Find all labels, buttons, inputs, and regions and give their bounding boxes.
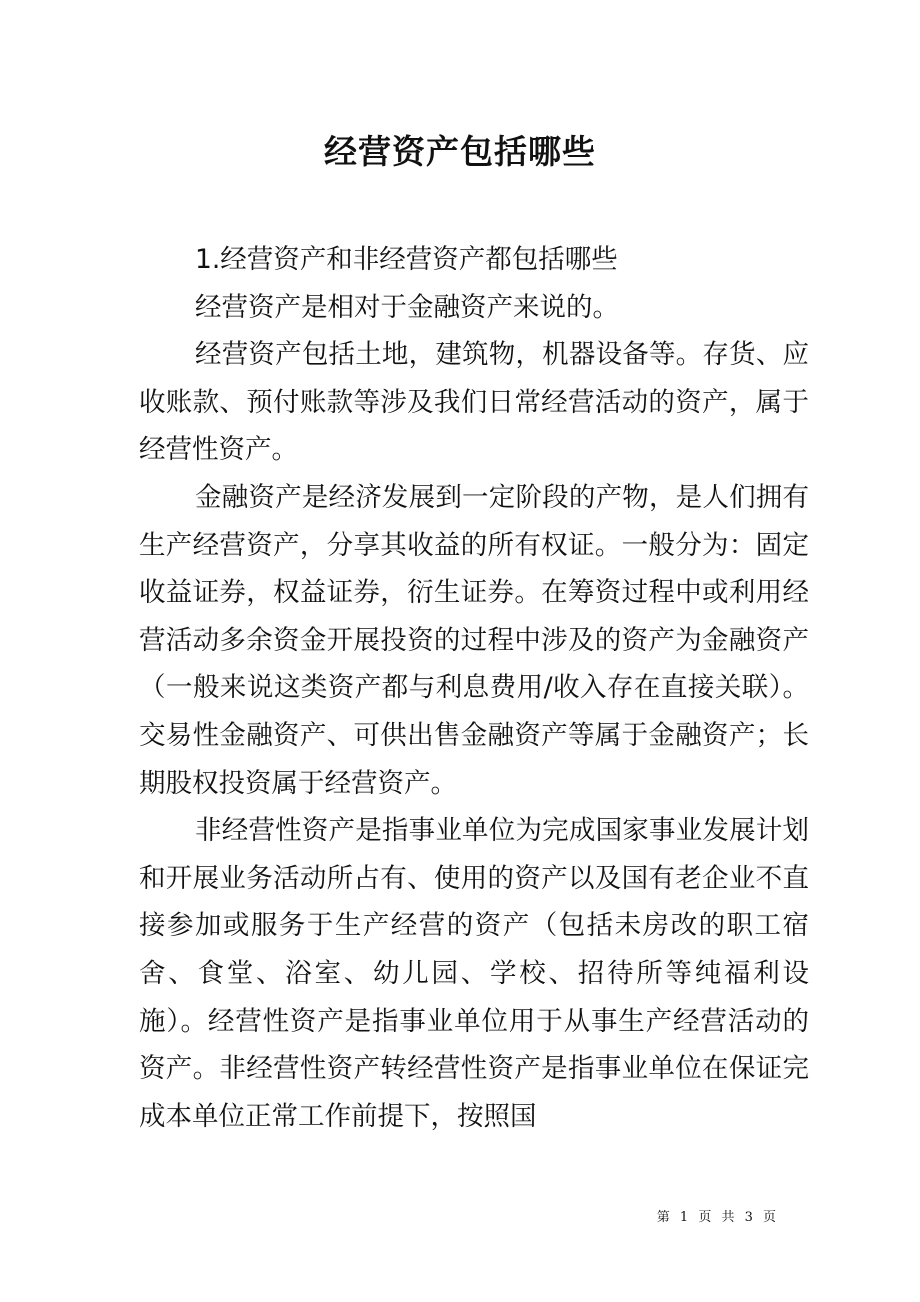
paragraph: 金融资产是经济发展到一定阶段的产物，是人们拥有生产经营资产，分享其收益的所有权证。一般分为：固定收益证券，权益证券，衍生证券。在筹资过程中或利用经营活动多余资金开展投资的过程中涉及的资产为金融资产（一般来说这类资产都与利息费用/收入存在直接关联）。交易性金融资产、可供出售金融资产等属于金融资产；长期股权投资属于经营资产。 bbox=[139, 481, 809, 799]
paragraph-heading-1: 1.经营资产和非经营资产都包括哪些 bbox=[195, 244, 618, 275]
paragraph: 经营资产包括土地，建筑物，机器设备等。存货、应收账款、预付账款等涉及我们日常经营活动的资产，属于经营性资产。 bbox=[139, 339, 809, 466]
page-number-footer: 第 1 页 共 3 页 bbox=[656, 1210, 779, 1225]
paragraph: 经营资产是相对于金融资产来说的。 bbox=[195, 291, 619, 323]
document-body bbox=[139, 236, 809, 1140]
document-title: 经营资产包括哪些 bbox=[324, 132, 596, 171]
paragraph: 非经营性资产是指事业单位为完成国家事业发展计划和开展业务活动所占有、使用的资产以及国有老企业不直接参加或服务于生产经营的资产（包括未房改的职工宿舍、食堂、浴室、幼儿园、学校、招待所等纯福利设施）。经营性资产是指事业单位用于从事生产经营活动的资产。非经营性资产转经营性资产是指事业单位在保证完成本单位正常工作前提下，按照国 bbox=[139, 815, 809, 1132]
